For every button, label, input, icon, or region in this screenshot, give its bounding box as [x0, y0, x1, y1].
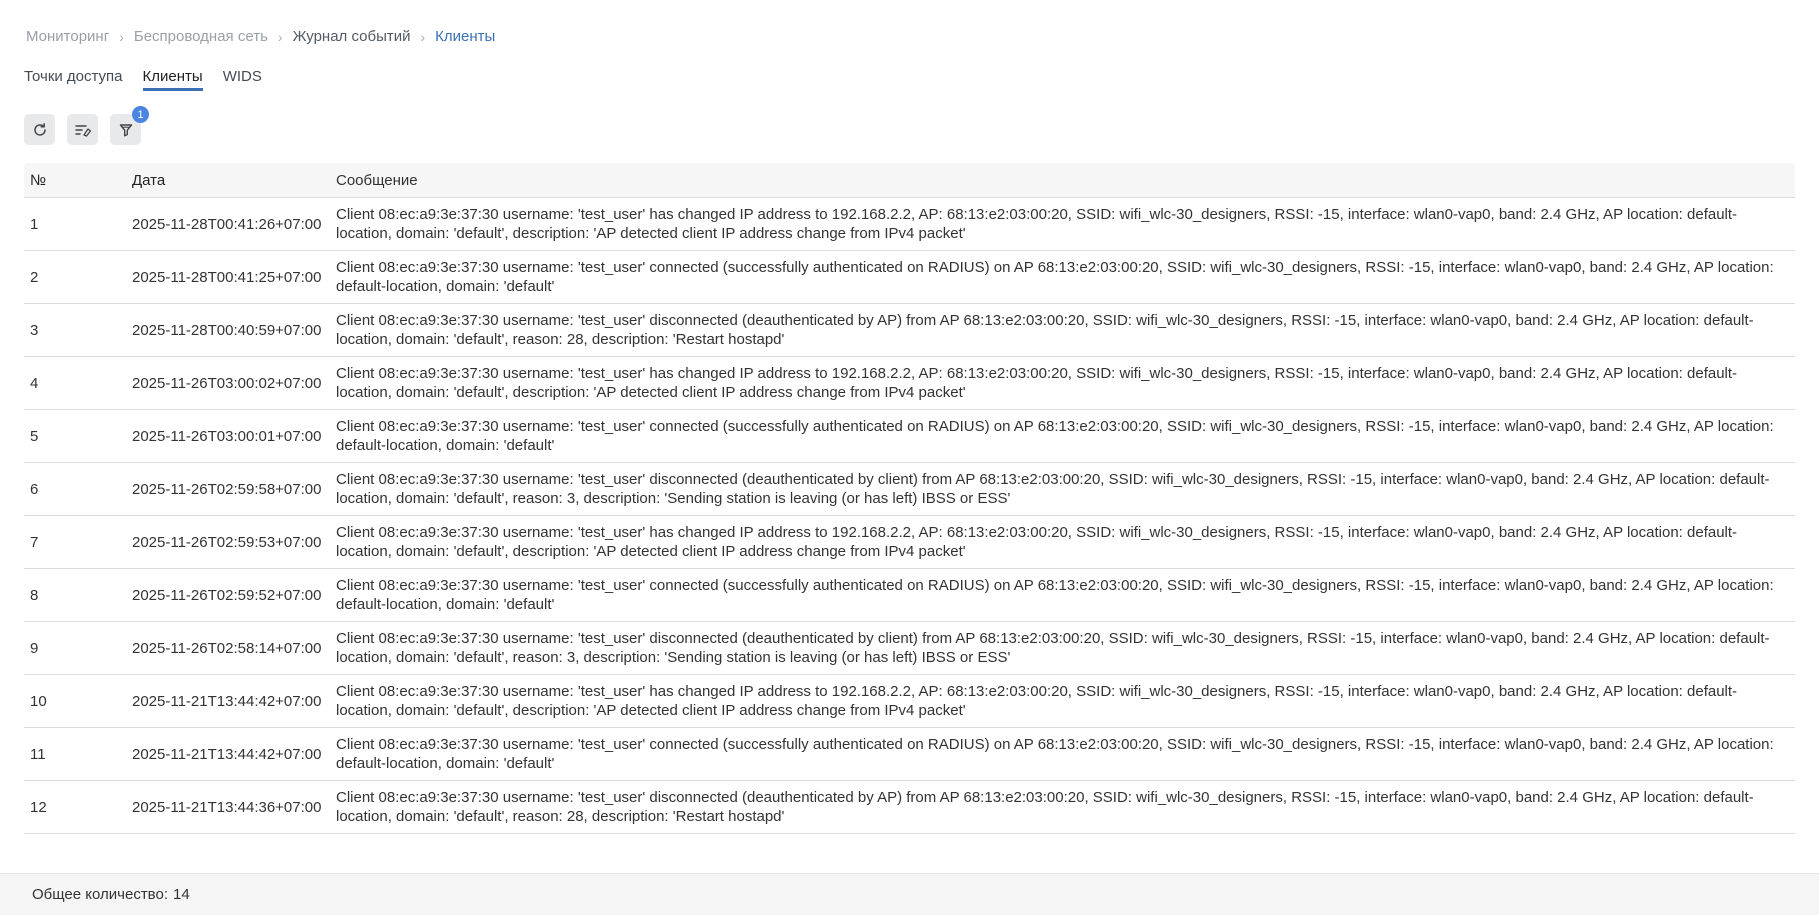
breadcrumb-monitoring[interactable]: Мониторинг — [26, 28, 110, 45]
filter-icon — [118, 122, 134, 138]
cell-message: Client 08:ec:a9:3e:37:30 username: 'test_user' disconnected (deauthenticated by AP) from AP 68:13:e2:03:00:20, SSID: wifi_wlc-30_designers, RSSI: -15, interface: wlan0-vap0, band: 2.4 GHz, AP location: default-location, domain: 'default', reason: 28, description: 'Restart hostapd' — [336, 312, 1754, 348]
cell-message: Client 08:ec:a9:3e:37:30 username: 'test_user' disconnected (deauthenticated by client) from AP 68:13:e2:03:00:20, SSID: wifi_wlc-30_designers, RSSI: -15, interface: wlan0-vap0, band: 2.4 GHz, AP location: default-location, domain: 'default', reason: 3, description: 'Sending station is leaving (or has left) IBSS or ESS' — [336, 630, 1770, 666]
filter-button[interactable] — [110, 108, 144, 145]
cell-date: 2025-11-26T02:58:14+07:00 — [132, 639, 322, 657]
toolbar — [24, 108, 144, 145]
table-row[interactable] — [24, 675, 1795, 728]
column-header-num[interactable]: № — [30, 171, 47, 189]
cell-message: Client 08:ec:a9:3e:37:30 username: 'test_user' connected (successfully authenticated on RADIUS) on AP 68:13:e2:03:00:20, SSID: wifi_wlc-30_designers, RSSI: -15, interface: wlan0-vap0, band: 2.4 GHz, AP location: default-location, domain: 'default' — [336, 577, 1774, 613]
breadcrumb-event-log[interactable]: Журнал событий — [292, 28, 411, 45]
table-row[interactable] — [24, 463, 1795, 516]
chevron-right-icon: › — [277, 28, 283, 45]
cell-num: 1 — [30, 215, 39, 233]
table-header — [24, 163, 1795, 198]
breadcrumb-wireless[interactable]: Беспроводная сеть — [133, 28, 268, 45]
cell-message: Client 08:ec:a9:3e:37:30 username: 'test_user' connected (successfully authenticated on RADIUS) on AP 68:13:e2:03:00:20, SSID: wifi_wlc-30_designers, RSSI: -15, interface: wlan0-vap0, band: 2.4 GHz, AP location: default-location, domain: 'default' — [336, 418, 1774, 454]
cell-date: 2025-11-21T13:44:42+07:00 — [132, 745, 322, 763]
cell-message: Client 08:ec:a9:3e:37:30 username: 'test_user' has changed IP address to 192.168.2.2, AP: 68:13:e2:03:00:20, SSID: wifi_wlc-30_designers, RSSI: -15, interface: wlan0-vap0, band: 2.4 GHz, AP location: default-location, domain: 'default', description: 'AP detected client IP address change from IPv4 packet' — [336, 683, 1738, 719]
refresh-button[interactable] — [24, 114, 55, 145]
cell-num: 3 — [30, 321, 39, 339]
cell-date: 2025-11-21T13:44:42+07:00 — [132, 692, 322, 710]
table-row[interactable] — [24, 728, 1795, 781]
tab-wids[interactable]: WIDS — [222, 68, 262, 85]
cell-date: 2025-11-26T02:59:52+07:00 — [132, 586, 322, 604]
table-row[interactable] — [24, 622, 1795, 675]
table-row[interactable] — [24, 410, 1795, 463]
events-table — [24, 163, 1795, 834]
cell-num: 9 — [30, 639, 39, 657]
table-row[interactable] — [24, 357, 1795, 410]
table-row[interactable] — [24, 516, 1795, 569]
breadcrumb-clients: Клиенты — [435, 28, 496, 45]
cell-num: 11 — [30, 745, 46, 763]
refresh-icon — [32, 122, 48, 138]
tab-access-points[interactable]: Точки доступа — [24, 68, 123, 85]
total-count-label: Общее количество: — [32, 886, 168, 903]
table-row[interactable] — [24, 251, 1795, 304]
chevron-right-icon: › — [420, 28, 426, 45]
cell-date: 2025-11-21T13:44:36+07:00 — [132, 798, 322, 816]
cell-date: 2025-11-28T00:40:59+07:00 — [132, 321, 322, 339]
cell-date: 2025-11-28T00:41:25+07:00 — [132, 268, 322, 286]
column-header-date[interactable]: Дата — [132, 171, 166, 189]
cell-num: 2 — [30, 268, 39, 286]
column-header-message[interactable]: Сообщение — [336, 171, 418, 189]
cell-date: 2025-11-26T02:59:53+07:00 — [132, 533, 322, 551]
breadcrumb — [26, 28, 495, 45]
cell-message: Client 08:ec:a9:3e:37:30 username: 'test_user' connected (successfully authenticated on RADIUS) on AP 68:13:e2:03:00:20, SSID: wifi_wlc-30_designers, RSSI: -15, interface: wlan0-vap0, band: 2.4 GHz, AP location: default-location, domain: 'default' — [336, 259, 1774, 295]
cell-num: 6 — [30, 480, 39, 498]
cell-message: Client 08:ec:a9:3e:37:30 username: 'test_user' has changed IP address to 192.168.2.2, AP: 68:13:e2:03:00:20, SSID: wifi_wlc-30_designers, RSSI: -15, interface: wlan0-vap0, band: 2.4 GHz, AP location: default-location, domain: 'default', description: 'AP detected client IP address change from IPv4 packet' — [336, 365, 1738, 401]
table-row[interactable] — [24, 304, 1795, 357]
filter-count-badge: 1 — [132, 106, 149, 123]
clear-filter-button[interactable] — [67, 114, 98, 145]
cell-message: Client 08:ec:a9:3e:37:30 username: 'test_user' disconnected (deauthenticated by client) from AP 68:13:e2:03:00:20, SSID: wifi_wlc-30_designers, RSSI: -15, interface: wlan0-vap0, band: 2.4 GHz, AP location: default-location, domain: 'default', reason: 3, description: 'Sending station is leaving (or has left) IBSS or ESS' — [336, 471, 1770, 507]
total-count-value: 14 — [173, 886, 190, 903]
cell-message: Client 08:ec:a9:3e:37:30 username: 'test_user' connected (successfully authenticated on RADIUS) on AP 68:13:e2:03:00:20, SSID: wifi_wlc-30_designers, RSSI: -15, interface: wlan0-vap0, band: 2.4 GHz, AP location: default-location, domain: 'default' — [336, 736, 1774, 772]
cell-message: Client 08:ec:a9:3e:37:30 username: 'test_user' has changed IP address to 192.168.2.2, AP: 68:13:e2:03:00:20, SSID: wifi_wlc-30_designers, RSSI: -15, interface: wlan0-vap0, band: 2.4 GHz, AP location: default-location, domain: 'default', description: 'AP detected client IP address change from IPv4 packet' — [336, 206, 1738, 242]
cell-date: 2025-11-26T02:59:58+07:00 — [132, 480, 322, 498]
cell-num: 8 — [30, 586, 39, 604]
cell-num: 4 — [30, 374, 39, 392]
table-row[interactable] — [24, 781, 1795, 834]
table-footer — [0, 873, 1819, 915]
tabs — [24, 68, 262, 91]
cell-num: 12 — [30, 798, 47, 816]
table-row[interactable] — [24, 198, 1795, 251]
cell-date: 2025-11-28T00:41:26+07:00 — [132, 215, 322, 233]
cell-date: 2025-11-26T03:00:02+07:00 — [132, 374, 322, 392]
cell-num: 10 — [30, 692, 47, 710]
chevron-right-icon: › — [119, 28, 124, 45]
cell-message: Client 08:ec:a9:3e:37:30 username: 'test_user' disconnected (deauthenticated by AP) from AP 68:13:e2:03:00:20, SSID: wifi_wlc-30_designers, RSSI: -15, interface: wlan0-vap0, band: 2.4 GHz, AP location: default-location, domain: 'default', reason: 28, description: 'Restart hostapd' — [336, 789, 1754, 825]
clear-filter-icon — [74, 122, 92, 138]
cell-date: 2025-11-26T03:00:01+07:00 — [132, 427, 322, 445]
cell-num: 5 — [30, 427, 39, 445]
cell-message: Client 08:ec:a9:3e:37:30 username: 'test_user' has changed IP address to 192.168.2.2, AP: 68:13:e2:03:00:20, SSID: wifi_wlc-30_designers, RSSI: -15, interface: wlan0-vap0, band: 2.4 GHz, AP location: default-location, domain: 'default', description: 'AP detected client IP address change from IPv4 packet' — [336, 524, 1738, 560]
cell-num: 7 — [30, 533, 39, 551]
table-row[interactable] — [24, 569, 1795, 622]
tab-clients[interactable]: Клиенты — [143, 68, 203, 91]
